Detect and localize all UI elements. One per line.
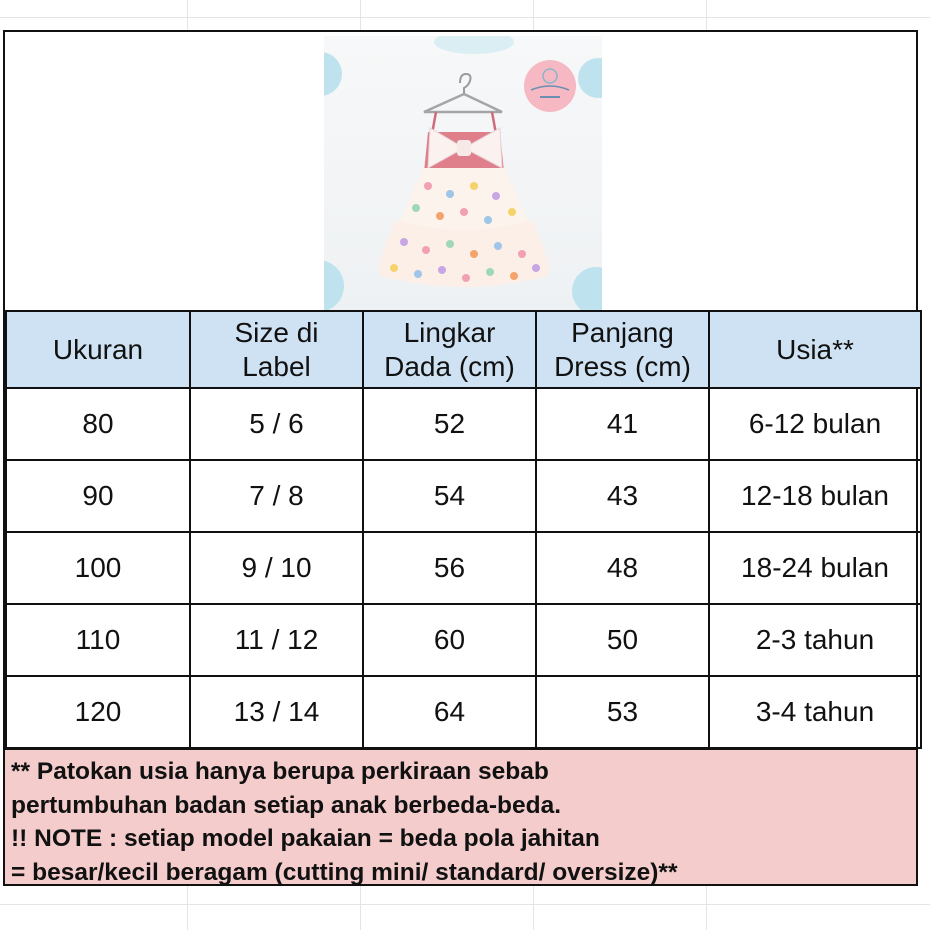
size-chart-sheet xyxy=(3,30,918,886)
table-cell: 80 xyxy=(6,388,190,460)
table-row xyxy=(6,676,921,748)
size-table xyxy=(5,310,922,749)
table-row xyxy=(6,460,921,532)
note-box xyxy=(5,748,916,884)
table-cell: 53 xyxy=(536,676,709,748)
brand-logo-badge xyxy=(524,60,576,112)
table-cell: 5 / 6 xyxy=(190,388,363,460)
table-cell: 120 xyxy=(6,676,190,748)
table-cell: 90 xyxy=(6,460,190,532)
table-header-row xyxy=(6,311,921,388)
header-cell-ukuran: Ukuran xyxy=(6,311,190,388)
header-cell-size-label: Size di Label xyxy=(190,311,363,388)
table-row xyxy=(6,532,921,604)
table-cell: 50 xyxy=(536,604,709,676)
table-cell: 6-12 bulan xyxy=(709,388,921,460)
table-cell: 60 xyxy=(363,604,536,676)
dress-on-hanger-image xyxy=(324,36,602,310)
table-cell: 56 xyxy=(363,532,536,604)
note-line: = besar/kecil beragam (cutting mini/ standard/ oversize)** xyxy=(11,858,678,886)
table-cell: 41 xyxy=(536,388,709,460)
table-row xyxy=(6,604,921,676)
grid-line xyxy=(0,17,930,18)
table-cell: 18-24 bulan xyxy=(709,532,921,604)
table-cell: 11 / 12 xyxy=(190,604,363,676)
note-line: ** Patokan usia hanya berupa perkiraan sebab xyxy=(11,758,549,785)
header-cell-panjang-dress: Panjang Dress (cm) xyxy=(536,311,709,388)
table-cell: 13 / 14 xyxy=(190,676,363,748)
table-cell: 64 xyxy=(363,676,536,748)
note-line: pertumbuhan badan setiap anak berbeda-beda. xyxy=(11,791,562,819)
table-cell: 7 / 8 xyxy=(190,460,363,532)
table-cell: 9 / 10 xyxy=(190,532,363,604)
table-cell: 43 xyxy=(536,460,709,532)
header-cell-usia: Usia** xyxy=(709,311,921,388)
table-cell: 110 xyxy=(6,604,190,676)
header-cell-lingkar-dada: Lingkar Dada (cm) xyxy=(363,311,536,388)
table-cell: 2-3 tahun xyxy=(709,604,921,676)
table-cell: 12-18 bulan xyxy=(709,460,921,532)
table-row xyxy=(6,388,921,460)
table-cell: 52 xyxy=(363,388,536,460)
table-cell: 100 xyxy=(6,532,190,604)
table-cell: 3-4 tahun xyxy=(709,676,921,748)
table-cell: 54 xyxy=(363,460,536,532)
product-photo-cell xyxy=(5,32,916,310)
note-line: !! NOTE : setiap model pakaian = beda pola jahitan xyxy=(11,825,600,852)
grid-line xyxy=(0,904,930,905)
table-cell: 48 xyxy=(536,532,709,604)
product-photo xyxy=(324,36,602,310)
